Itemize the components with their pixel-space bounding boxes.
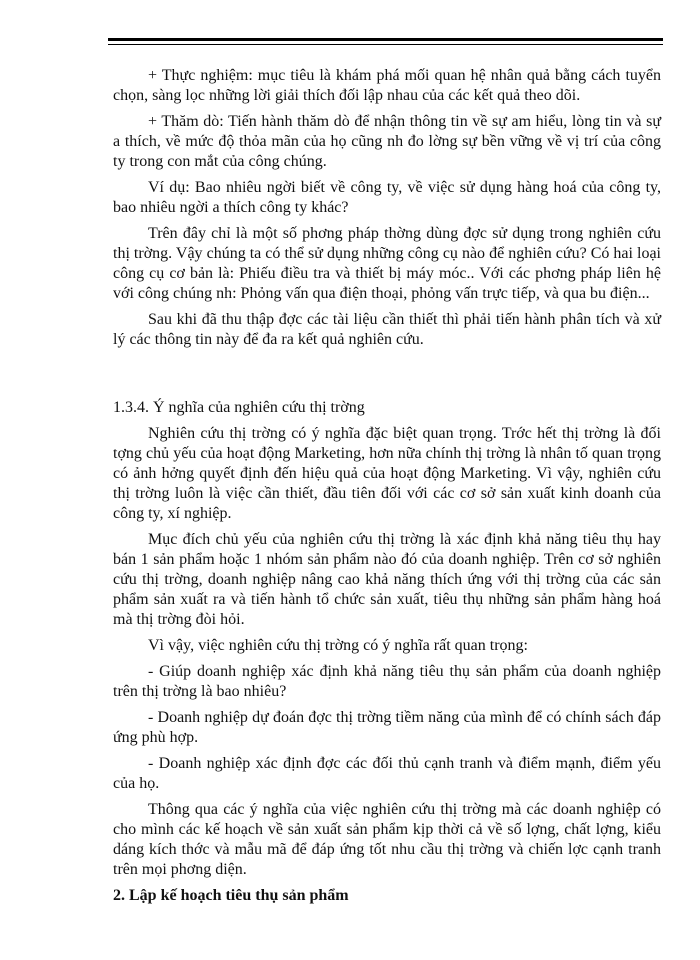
- paragraph-purpose: Mục đích chủ yếu của nghiên cứu thị trờng là xác định khả năng tiêu thụ hay bán 1 sản phẩm hoặc 1 nhóm sản phẩm nào đó của doanh nghiệp. Trên cơ sở nghiên cứu thị trờng, doanh nghiệp nâng cao khả năng thích ứng với thị trờng của các sản phẩm sản xuất ra và tiến hành tổ chức sản xuất, tiêu thụ những sản phẩm hàng hoá mà thị trờng đòi hỏi.: [113, 531, 661, 628]
- section-heading-1-3-4: 1.3.4. Ý nghĩa của nghiên cứu thị trờng: [113, 399, 365, 416]
- bullet-sales-capacity: - Giúp doanh nghiệp xác định khả năng tiêu thụ sản phẩm của doanh nghiệp trên thị trờng là bao nhiêu?: [113, 663, 661, 700]
- paragraph-methods-tools: Trên đây chỉ là một số phơng pháp thờng dùng đợc sử dụng trong nghiên cứu thị trờng. Vậy chúng ta có thể sử dụng những công cụ nào để nghiên cứu? Có hai loại công cụ cơ bản là: Phiếu điều tra và thiết bị máy móc.. Với các phơng pháp liên hệ với công chúng nh: Phỏng vấn qua điện thoại, phỏng vấn trực tiếp, và qua bu điện...: [113, 225, 661, 302]
- paragraph-example: Ví dụ: Bao nhiêu ngời biết về công ty, về việc sử dụng hàng hoá của công ty, bao nhiêu ngời a thích công ty khác?: [113, 179, 661, 216]
- paragraph-conclusion: Thông qua các ý nghĩa của việc nghiên cứu thị trờng mà các doanh nghiệp có cho mình các kế hoạch về sản xuất sản phẩm kịp thời cả về số lợng, chất lợng, kiểu dáng kích thớc và mẫu mã để đáp ứng tốt nhu cầu thị trờng và chiến lợc cạnh tranh trên mọi phơng diện.: [113, 801, 661, 878]
- paragraph-importance: Nghiên cứu thị trờng có ý nghĩa đặc biệt quan trọng. Trớc hết thị trờng là đối tợng chủ yếu của hoạt động Marketing, hơn nữa chính thị trờng là nhân tố quan trọng có ảnh hởng quyết định đến hiệu quả của hoạt động Marketing. Vì vậy, nghiên cứu thị trờng luôn là việc cần thiết, đầu tiên đối với các cơ sở sản xuất kinh doanh của công ty, xí nghiệp.: [113, 425, 661, 522]
- document-body: [113, 66, 661, 906]
- header-rule-thin: [108, 44, 663, 45]
- paragraph-therefore: Vì vậy, việc nghiên cứu thị trờng có ý nghĩa rất quan trọng:: [148, 637, 528, 654]
- paragraph-survey: + Thăm dò: Tiến hành thăm dò để nhận thông tin về sự am hiểu, lòng tin và sự a thích, về mức độ thỏa mãn của họ cũng nh đo lờng sự bền vững về vị trí của công ty trong con mắt của công chúng.: [113, 113, 661, 170]
- paragraph-analysis: Sau khi đã thu thập đợc các tài liệu cần thiết thì phải tiến hành phân tích và xử lý các thông tin này để đa ra kết quả nghiên cứu.: [113, 311, 661, 348]
- header-rule-thick: [108, 38, 663, 41]
- bullet-potential-market: - Doanh nghiệp dự đoán đợc thị trờng tiềm năng của mình để có chính sách đáp ứng phù hợp.: [113, 709, 661, 746]
- bullet-competitors: - Doanh nghiệp xác định đợc các đối thủ cạnh tranh và điểm mạnh, điểm yếu của họ.: [113, 755, 661, 792]
- paragraph-experiment: + Thực nghiệm: mục tiêu là khám phá mối quan hệ nhân quả bằng cách tuyển chọn, sàng lọc những lời giải thích đối lập nhau của các kết quả theo dõi.: [113, 67, 661, 104]
- section-heading-2: 2. Lập kế hoạch tiêu thụ sản phẩm: [113, 887, 349, 904]
